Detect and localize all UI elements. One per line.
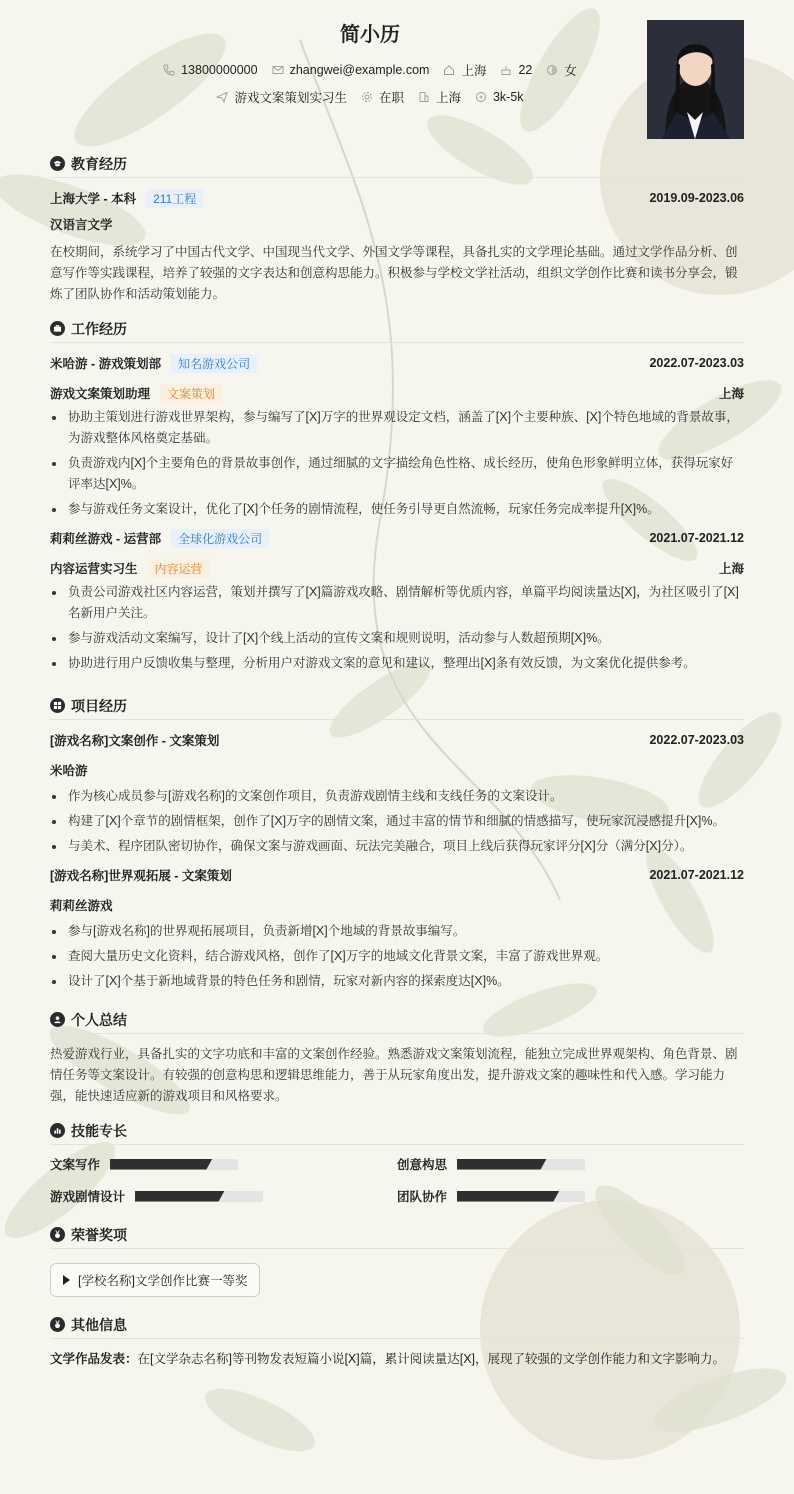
home-icon bbox=[443, 64, 455, 76]
city-text: 上海 bbox=[435, 91, 461, 105]
grid-icon bbox=[50, 698, 65, 713]
gender-item bbox=[546, 61, 577, 79]
cake-icon bbox=[500, 64, 512, 76]
list-item: 构建了[X]个章节的剧情框架，创作了[X]万字的剧情文案，通过丰富的情节和细腻的情感描写，使玩家沉浸感提升[X]%。 bbox=[50, 811, 744, 832]
education-section bbox=[50, 150, 744, 305]
skill-name: 创意构思 bbox=[397, 1158, 448, 1172]
list-item: 负责游戏内[X]个主要角色的背景故事创作，通过细腻的文字描绘角色性格、成长经历，使角色形象鲜明立体，获得玩家好评率达[X]%。 bbox=[50, 453, 744, 495]
job-bullets bbox=[50, 407, 744, 520]
section-title: 个人总结 bbox=[50, 1006, 744, 1034]
status-item bbox=[361, 88, 404, 106]
role-tag: 内容运营 bbox=[148, 559, 210, 578]
location-item bbox=[443, 61, 486, 79]
graduation-cap-icon bbox=[50, 156, 65, 171]
skills-grid bbox=[50, 1155, 744, 1205]
project-item bbox=[50, 730, 744, 857]
candidate-name: 简小历 bbox=[340, 24, 400, 46]
job-bullets bbox=[50, 582, 744, 674]
section-title: 技能专长 bbox=[50, 1117, 744, 1145]
honors-section bbox=[50, 1221, 744, 1297]
education-date: 2019.09-2023.06 bbox=[649, 191, 744, 205]
other-info bbox=[50, 1349, 744, 1370]
other-label: 文学作品发表： bbox=[50, 1352, 138, 1366]
intent-row bbox=[50, 88, 690, 106]
caret-right-icon bbox=[63, 1275, 70, 1285]
section-title: 项目经历 bbox=[50, 692, 744, 720]
award-item[interactable] bbox=[50, 1263, 260, 1297]
job-company: 米哈游 - 游戏策划部 bbox=[50, 357, 162, 371]
list-item: 与美术、程序团队密切协作，确保文案与游戏画面、玩法完美融合，项目上线后获得玩家评分[X]分（满分[X]分）。 bbox=[50, 836, 744, 857]
section-title: 教育经历 bbox=[50, 150, 744, 178]
list-item: 作为核心成员参与[游戏名称]的文案创作项目，负责游戏剧情主线和支线任务的文案设计。 bbox=[50, 786, 744, 807]
projects-section bbox=[50, 692, 744, 992]
phone-text: 13800000000 bbox=[181, 63, 258, 77]
project-bullets bbox=[50, 921, 744, 992]
skill-bar-fill bbox=[135, 1191, 225, 1202]
briefcase-icon bbox=[50, 321, 65, 336]
skills-section bbox=[50, 1117, 744, 1205]
location-text: 上海 bbox=[461, 64, 487, 78]
profile-photo bbox=[647, 20, 744, 139]
contact-row bbox=[50, 61, 690, 79]
bar-chart-icon bbox=[50, 1123, 65, 1138]
job-item bbox=[50, 528, 744, 674]
section-title: 工作经历 bbox=[50, 315, 744, 343]
project-name: [游戏名称]世界观拓展 - 文案策划 bbox=[50, 869, 232, 883]
list-item: 查阅大量历史文化资料，结合游戏风格，创作了[X]万字的地域文化背景文案，丰富了游戏世界观。 bbox=[50, 946, 744, 967]
skill-item bbox=[50, 1187, 397, 1205]
job-date: 2022.07-2023.03 bbox=[649, 356, 744, 370]
skill-bar bbox=[110, 1159, 238, 1170]
gear-icon bbox=[361, 91, 373, 103]
salary-item bbox=[475, 90, 524, 104]
job-role: 内容运营实习生 bbox=[50, 562, 138, 576]
list-item: 设计了[X]个基于新地域背景的特色任务和剧情，玩家对新内容的探索度达[X]%。 bbox=[50, 971, 744, 992]
age-item bbox=[500, 63, 532, 77]
building-icon bbox=[418, 91, 430, 103]
company-tag: 全球化游戏公司 bbox=[171, 529, 269, 548]
skill-item bbox=[50, 1155, 397, 1173]
skill-bar-fill bbox=[110, 1159, 212, 1170]
skill-bar-fill bbox=[457, 1191, 559, 1202]
list-item: 负责公司游戏社区内容运营，策划并撰写了[X]篇游戏攻略、剧情解析等优质内容，单篇平均阅读量达[X]，为社区吸引了[X]名新用户关注。 bbox=[50, 582, 744, 624]
project-org: 莉莉丝游戏 bbox=[50, 899, 113, 913]
send-icon bbox=[216, 91, 228, 103]
skill-item bbox=[397, 1187, 744, 1205]
award-icon bbox=[50, 1317, 65, 1332]
project-item bbox=[50, 865, 744, 992]
project-date: 2022.07-2023.03 bbox=[649, 733, 744, 747]
work-section bbox=[50, 315, 744, 674]
job-role: 游戏文案策划助理 bbox=[50, 387, 151, 401]
company-tag: 知名游戏公司 bbox=[171, 354, 257, 373]
position-item bbox=[216, 88, 347, 106]
school-tag: 211工程 bbox=[146, 189, 203, 208]
skill-name: 文案写作 bbox=[50, 1158, 101, 1172]
summary-section bbox=[50, 1006, 744, 1107]
list-item: 协助主策划进行游戏世界架构，参与编写了[X]万字的世界观设定文档，涵盖了[X]个主要种族、[X]个特色地域的背景故事，为游戏整体风格奠定基础。 bbox=[50, 407, 744, 449]
salary-text: 3k-5k bbox=[492, 90, 524, 104]
phone-icon bbox=[163, 64, 175, 76]
other-section bbox=[50, 1311, 744, 1370]
position-text: 游戏文案策划实习生 bbox=[234, 91, 347, 105]
medal-icon bbox=[50, 1227, 65, 1242]
skill-item bbox=[397, 1155, 744, 1173]
resume-header bbox=[50, 0, 744, 150]
list-item: 参与[游戏名称]的世界观拓展项目，负责新增[X]个地域的背景故事编写。 bbox=[50, 921, 744, 942]
project-date: 2021.07-2021.12 bbox=[649, 868, 744, 882]
skill-bar bbox=[457, 1191, 585, 1202]
job-company: 莉莉丝游戏 - 运营部 bbox=[50, 532, 162, 546]
skill-name: 团队协作 bbox=[397, 1190, 448, 1204]
job-date: 2021.07-2021.12 bbox=[649, 531, 744, 545]
list-item: 参与游戏任务文案设计，优化了[X]个任务的剧情流程，使任务引导更自然流畅，玩家任务完成率提升[X]%。 bbox=[50, 499, 744, 520]
school-name: 上海大学 - 本科 bbox=[50, 192, 137, 206]
email-item bbox=[272, 63, 430, 77]
section-title: 荣誉奖项 bbox=[50, 1221, 744, 1249]
project-name: [游戏名称]文案创作 - 文案策划 bbox=[50, 734, 220, 748]
project-org: 米哈游 bbox=[50, 764, 88, 778]
list-item: 协助进行用户反馈收集与整理，分析用户对游戏文案的意见和建议，整理出[X]条有效反馈，为文案优化提供参考。 bbox=[50, 653, 744, 674]
gender-text: 女 bbox=[564, 64, 577, 78]
job-city: 上海 bbox=[718, 387, 744, 401]
age-text: 22 bbox=[518, 63, 533, 77]
user-icon bbox=[50, 1012, 65, 1027]
email-text: zhangwei@example.com bbox=[289, 63, 430, 77]
job-item bbox=[50, 353, 744, 520]
skill-bar bbox=[457, 1159, 585, 1170]
education-row bbox=[50, 188, 744, 208]
status-text: 在职 bbox=[378, 91, 404, 105]
phone-item bbox=[163, 63, 257, 77]
summary-text: 热爱游戏行业，具备扎实的文字功底和丰富的文案创作经验。熟悉游戏文案策划流程，能独立完成世界观架构、角色背景、剧情任务等文案设计。有较强的创意构思和逻辑思维能力，善于从玩家角度出发，提升游戏文案的趣味性和代入感。学习能力强，能快速适应新的游戏项目和风格要求。 bbox=[50, 1047, 738, 1103]
list-item: 参与游戏活动文案编写，设计了[X]个线上活动的宣传文案和规则说明，活动参与人数超预期[X]%。 bbox=[50, 628, 744, 649]
other-text: 在[文学杂志名称]等刊物发表短篇小说[X]篇，累计阅读量达[X]，展现了较强的文学创作能力和文字影响力。 bbox=[137, 1352, 726, 1366]
skill-bar bbox=[135, 1191, 263, 1202]
gender-icon bbox=[546, 64, 558, 76]
city-item bbox=[418, 88, 461, 106]
mail-icon bbox=[272, 64, 284, 76]
skill-name: 游戏剧情设计 bbox=[50, 1190, 126, 1204]
job-city: 上海 bbox=[718, 562, 744, 576]
coin-icon bbox=[475, 91, 487, 103]
project-bullets bbox=[50, 786, 744, 857]
education-description: 在校期间，系统学习了中国古代文学、中国现当代文学、外国文学等课程，具备扎实的文学理论基础。通过文学作品分析、创意写作等实践课程，培养了较强的文字表达和创意构思能力。积极参与学校文学社活动，组织文学创作比赛和读书分享会，锻炼了团队协作和活动策划能力。 bbox=[50, 245, 738, 301]
award-text: [学校名称]文学创作比赛一等奖 bbox=[78, 1274, 248, 1288]
major-name: 汉语言文学 bbox=[50, 218, 113, 232]
role-tag: 文案策划 bbox=[160, 384, 222, 403]
section-title: 其他信息 bbox=[50, 1311, 744, 1339]
skill-bar-fill bbox=[457, 1159, 547, 1170]
